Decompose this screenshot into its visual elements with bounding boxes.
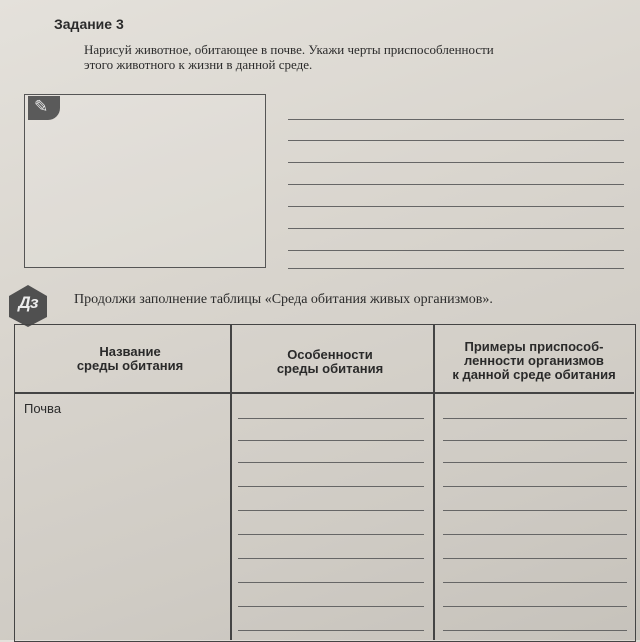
table-column-divider — [433, 324, 435, 640]
table-answer-line[interactable] — [443, 440, 627, 441]
answer-line[interactable] — [288, 250, 624, 251]
answer-line[interactable] — [288, 228, 624, 229]
answer-line[interactable] — [288, 140, 624, 141]
table-answer-line[interactable] — [443, 582, 627, 583]
table-answer-line[interactable] — [238, 486, 424, 487]
table-instruction: Продолжи заполнение таблицы «Среда обитания живых организмов». — [74, 292, 493, 307]
answer-line[interactable] — [288, 184, 624, 185]
table-answer-line[interactable] — [443, 418, 627, 419]
table-answer-line[interactable] — [238, 534, 424, 535]
answer-line[interactable] — [288, 268, 624, 269]
task-instruction-line-2: этого животного к жизни в данной среде. — [84, 57, 313, 72]
table-answer-line[interactable] — [238, 462, 424, 463]
table-answer-line[interactable] — [443, 462, 627, 463]
drawing-box[interactable] — [24, 94, 266, 268]
table-answer-line[interactable] — [238, 582, 424, 583]
table-answer-line[interactable] — [443, 510, 627, 511]
answer-line[interactable] — [288, 162, 624, 163]
table-column-divider — [230, 324, 232, 640]
table-answer-line[interactable] — [238, 510, 424, 511]
table-header-habitat-name: Название среды обитания — [76, 344, 184, 373]
table-cell-habitat: Почва — [24, 401, 62, 416]
table-answer-line[interactable] — [443, 534, 627, 535]
table-header-divider — [14, 392, 634, 394]
table-answer-line[interactable] — [238, 440, 424, 441]
table-answer-line[interactable] — [443, 606, 627, 607]
table-header-adaptation-examples: Примеры приспособ- ленности организмов к данной среде обитания — [452, 339, 616, 382]
task-title: Задание 3 — [54, 16, 124, 32]
table-answer-line[interactable] — [443, 558, 627, 559]
task-instruction — [84, 42, 624, 72]
table-answer-line[interactable] — [238, 558, 424, 559]
table-answer-line[interactable] — [443, 630, 627, 631]
pencil-icon: ✎ — [28, 96, 60, 120]
table-header-habitat-features: Особенности среды обитания — [276, 347, 384, 376]
task-instruction-line-1: Нарисуй животное, обитающее в почве. Укажи черты приспособленности — [84, 42, 494, 57]
table-answer-line[interactable] — [238, 606, 424, 607]
table-answer-line[interactable] — [443, 486, 627, 487]
homework-badge-label: Дз — [18, 293, 38, 312]
table-answer-line[interactable] — [238, 630, 424, 631]
answer-line[interactable] — [288, 206, 624, 207]
homework-badge-icon — [6, 284, 50, 328]
table-answer-line[interactable] — [238, 418, 424, 419]
answer-line[interactable] — [288, 119, 624, 120]
